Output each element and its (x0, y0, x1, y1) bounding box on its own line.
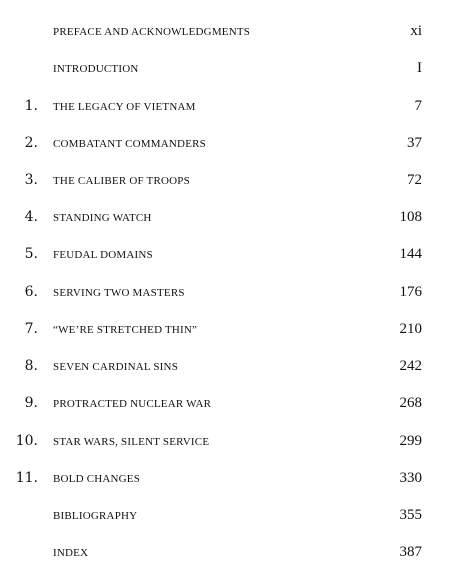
chapter-number: 1. (24, 98, 38, 114)
page-number: 330 (399, 470, 422, 486)
toc-entry (0, 423, 450, 453)
chapter-number: 3. (24, 172, 38, 188)
chapter-title: SEVEN CARDINAL SINS (53, 361, 179, 373)
chapter-number: 5. (24, 246, 38, 262)
chapter-title: THE CALIBER OF TROOPS (53, 175, 190, 187)
page-number: I (417, 60, 422, 76)
chapter-title: “WE’RE STRETCHED THIN” (53, 324, 198, 336)
page-number: 355 (399, 507, 422, 523)
chapter-title: PREFACE AND ACKNOWLEDGMENTS (53, 26, 251, 38)
page-number: 37 (407, 135, 422, 151)
chapter-title: INDEX (53, 547, 89, 559)
toc-entry (0, 460, 450, 490)
page-number: xi (410, 23, 422, 39)
chapter-number: 4. (24, 209, 38, 225)
toc-entry (0, 385, 450, 415)
toc-entry (0, 13, 450, 43)
chapter-title: FEUDAL DOMAINS (53, 249, 153, 261)
chapter-title: STANDING WATCH (53, 212, 152, 224)
chapter-number: 6. (24, 284, 38, 300)
page-number: 176 (399, 284, 422, 300)
toc-entry (0, 534, 450, 564)
toc-entry (0, 497, 450, 527)
chapter-title: SERVING TWO MASTERS (53, 287, 185, 299)
toc-entry (0, 274, 450, 304)
chapter-title: STAR WARS, SILENT SERVICE (53, 436, 210, 448)
chapter-title: COMBATANT COMMANDERS (53, 138, 206, 150)
chapter-number: 2. (24, 135, 38, 151)
chapter-number: 11. (15, 470, 38, 486)
chapter-number: 8. (24, 358, 38, 374)
chapter-number: 10. (15, 433, 38, 449)
chapter-title: BOLD CHANGES (53, 473, 141, 485)
toc-entry (0, 50, 450, 80)
chapter-number: 7. (24, 321, 38, 337)
toc-entry (0, 88, 450, 118)
toc-entry (0, 348, 450, 378)
page-number: 144 (399, 246, 422, 262)
page-number: 7 (414, 98, 422, 114)
page-number: 299 (399, 433, 422, 449)
toc-entry (0, 125, 450, 155)
chapter-number: 9. (24, 395, 38, 411)
toc-entry (0, 199, 450, 229)
chapter-title: INTRODUCTION (53, 63, 139, 75)
toc-entry (0, 311, 450, 341)
toc-entry (0, 236, 450, 266)
chapter-title: PROTRACTED NUCLEAR WAR (53, 398, 212, 410)
page-number: 108 (399, 209, 422, 225)
page-number: 387 (399, 544, 422, 560)
page-number: 210 (399, 321, 422, 337)
page-number: 242 (399, 358, 422, 374)
chapter-title: BIBLIOGRAPHY (53, 510, 138, 522)
chapter-title: THE LEGACY OF VIETNAM (53, 101, 196, 113)
page-number: 268 (399, 395, 422, 411)
toc-entry (0, 162, 450, 192)
page-number: 72 (407, 172, 422, 188)
